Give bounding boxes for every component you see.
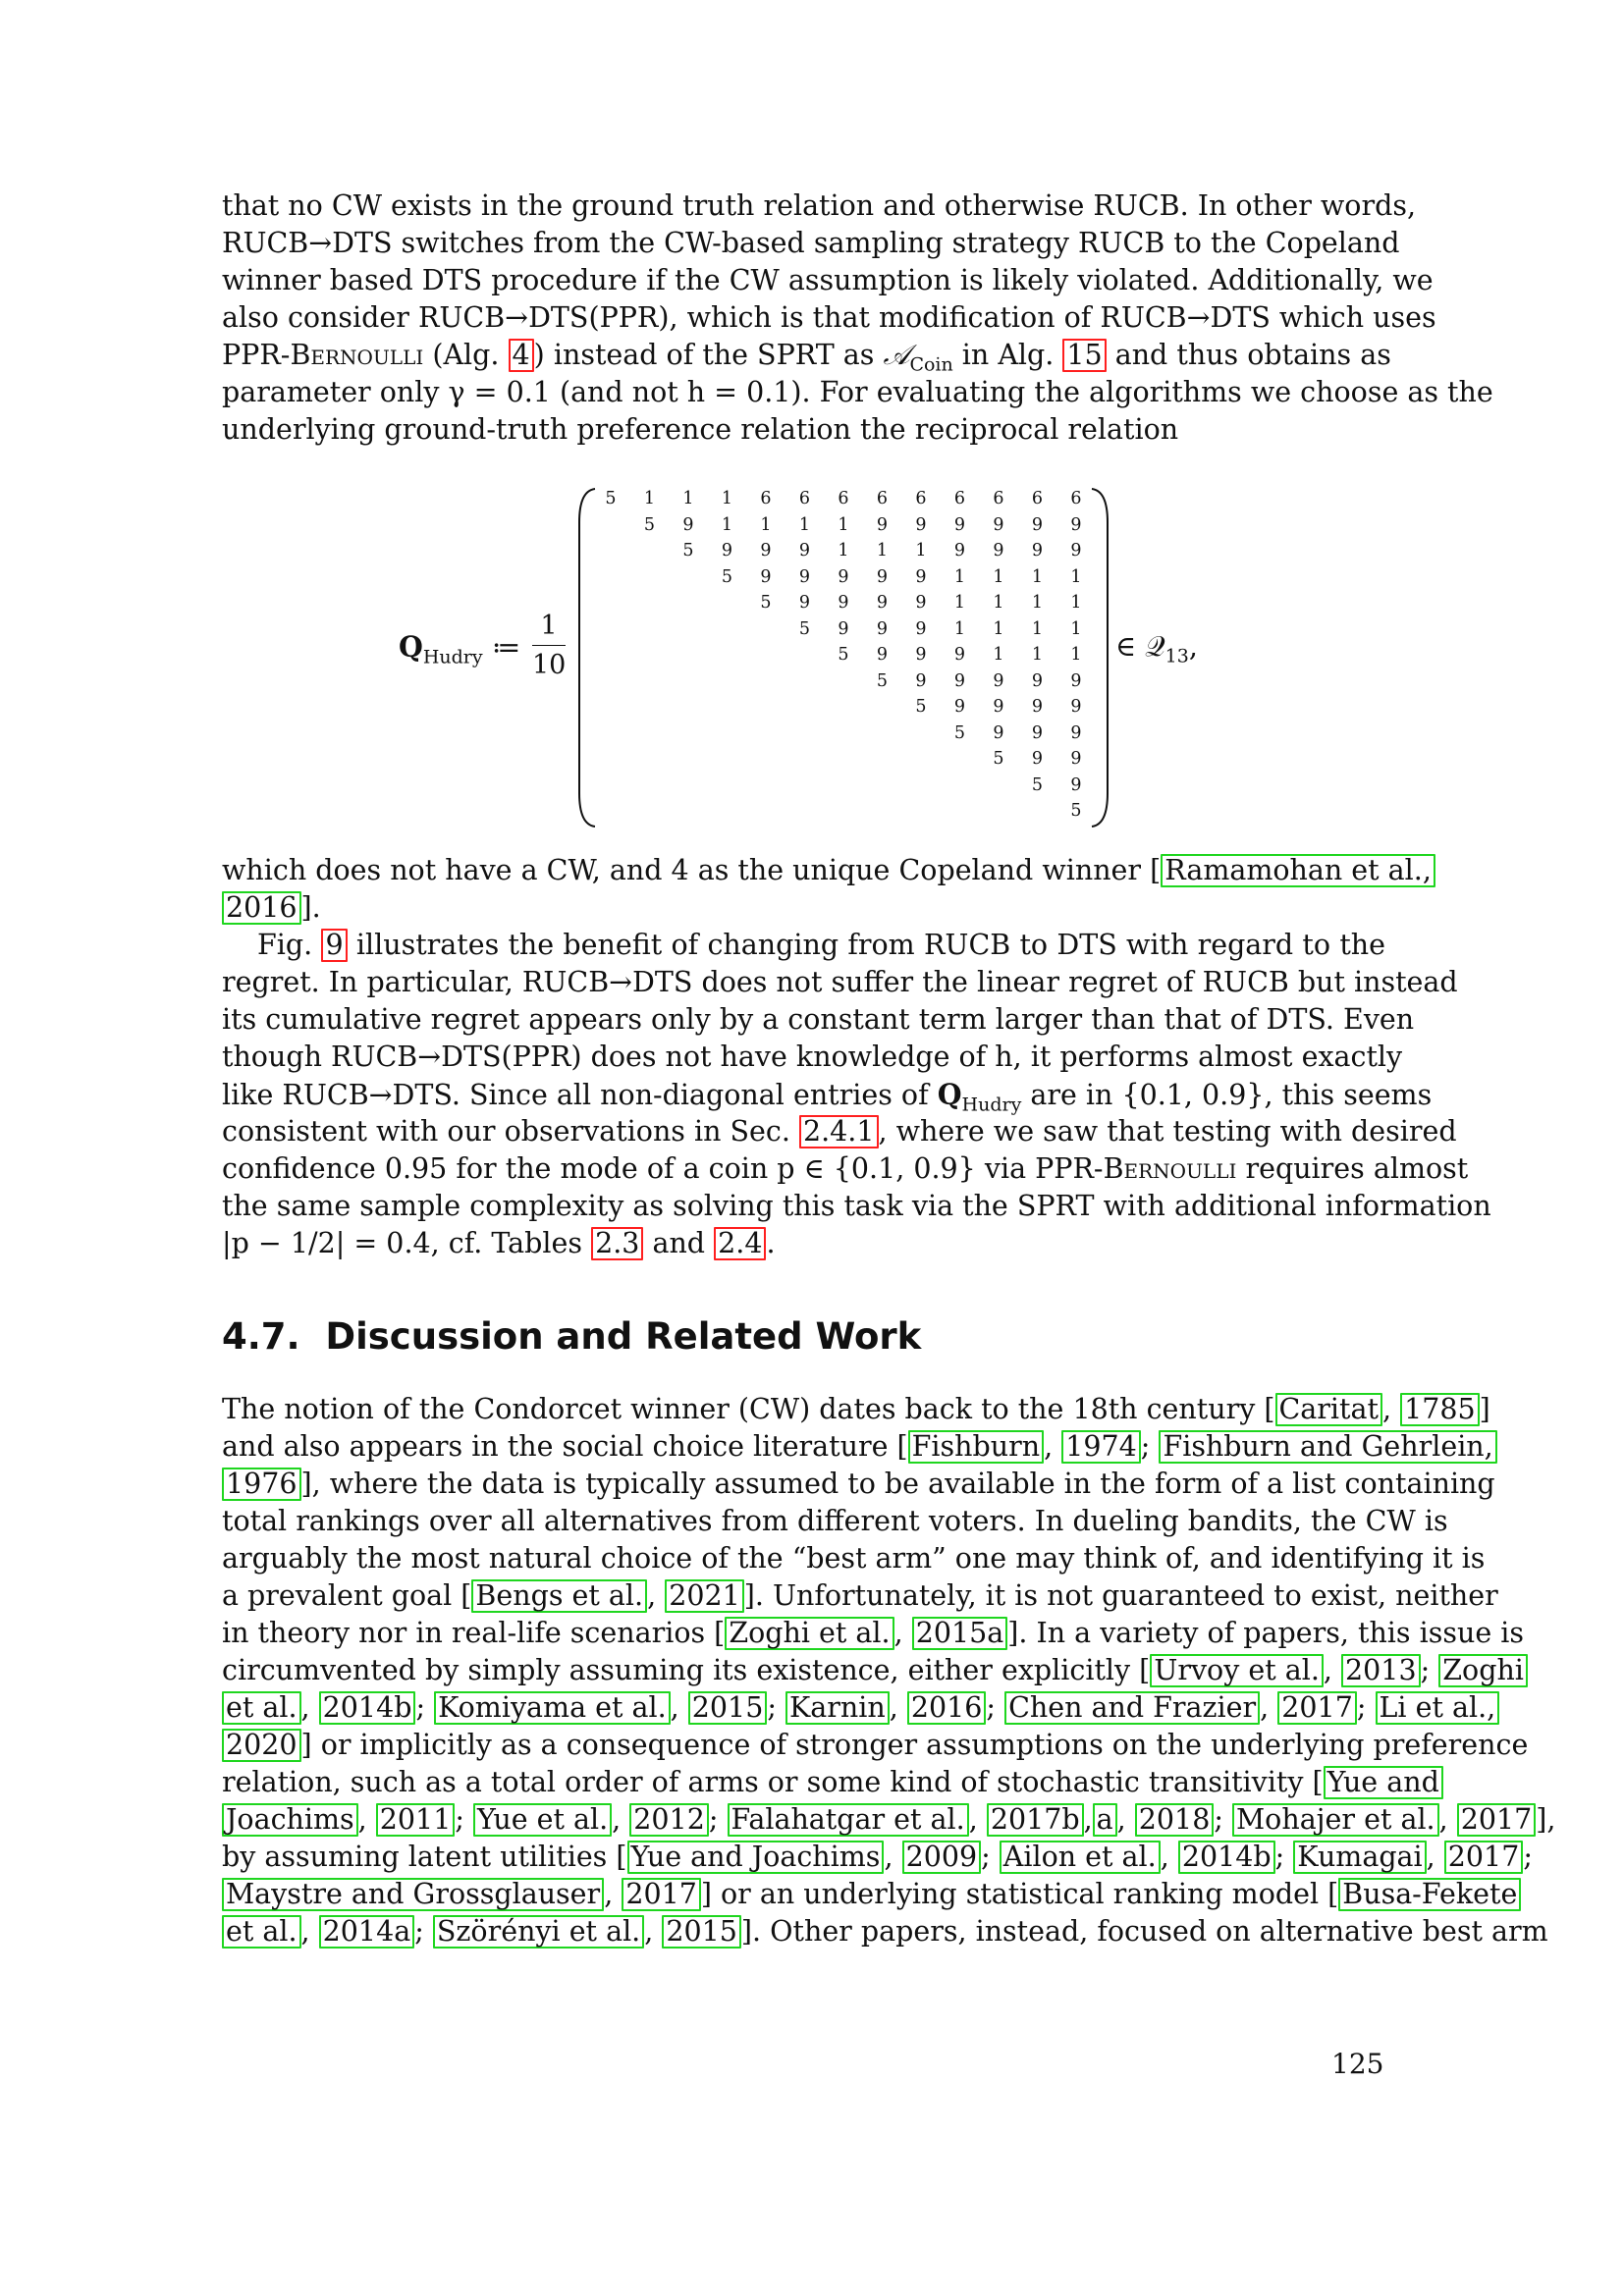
ppr-label: PPR- — [222, 339, 291, 371]
text-line: which does not have a CW, and 4 as the unique Copeland winner [ Ramamohan et al., — [222, 852, 1385, 889]
matrix-cell: 9 — [953, 645, 966, 665]
citation-link[interactable]: Falahatgar et al. — [728, 1803, 969, 1837]
table-link[interactable]: 2.3 — [591, 1227, 643, 1260]
figure-link[interactable]: 9 — [321, 929, 347, 962]
text-span: , — [612, 1803, 630, 1836]
matrix-cell: 1 — [993, 593, 1004, 613]
text-span: ]. — [300, 891, 321, 924]
matrix-brackets — [393, 483, 1218, 832]
text-span: , — [647, 1579, 666, 1612]
text-line: parameter only γ = 0.1 (and not h = 0.1). For evaluating the algorithms we choose as the — [222, 376, 1493, 408]
text-line: RUCB→DTS switches from the CW-based sampling strategy RUCB to the Copeland — [222, 227, 1400, 259]
text-span: . — [766, 1227, 776, 1259]
citation-link[interactable]: Kumagai — [1293, 1841, 1426, 1874]
text-line — [222, 1076, 1433, 1116]
citation-link[interactable]: 1976 — [222, 1468, 301, 1501]
membership-symbol: ∈ 𝒬 — [1115, 630, 1165, 663]
citation-link[interactable]: 2017 — [1277, 1691, 1357, 1725]
text-span: and also appears in the social choice literature [ — [222, 1430, 908, 1463]
membership-expression — [1115, 630, 1198, 667]
paragraph-4 — [222, 1391, 1556, 1950]
matrix-cell: 1 — [643, 489, 656, 508]
matrix-cell: 9 — [1070, 749, 1082, 769]
section-heading — [222, 1315, 921, 1358]
matrix-subscript: Hudry — [961, 1094, 1022, 1116]
text-line: its cumulative regret appears only by a constant term larger than that of DTS. Even — [222, 1003, 1415, 1036]
text-span: in theory nor in real-life scenarios [ — [222, 1617, 726, 1649]
citation-link[interactable]: Chen and Frazier — [1004, 1691, 1260, 1725]
text-span: relation, such as a total order of arms or some kind of stochastic transitivity [ — [222, 1766, 1324, 1798]
bernoulli-label: Bernoulli — [1103, 1152, 1237, 1185]
text-span: ]. Unfortunately, it is not guaranteed to exist, neither — [743, 1579, 1498, 1612]
text-line — [222, 1391, 1490, 1428]
citation-link[interactable]: 2017 — [1444, 1841, 1524, 1874]
citation-link[interactable]: 2021 — [665, 1579, 744, 1613]
section-link[interactable]: 2.4.1 — [799, 1115, 879, 1148]
matrix-cell: 1 — [721, 489, 733, 508]
matrix-cell: 1 — [993, 618, 1004, 639]
algorithm-link[interactable]: 15 — [1062, 339, 1106, 372]
matrix-cell: 9 — [993, 541, 1004, 561]
matrix-cell: 9 — [1070, 514, 1082, 535]
matrix-cell: 9 — [682, 514, 694, 535]
text-line — [222, 1577, 1498, 1615]
text-span: which does not have a CW, and 4 as the unique Copeland winner — [222, 854, 1151, 886]
matrix-cell: 9 — [1070, 697, 1082, 717]
text-span: , — [1083, 1803, 1093, 1836]
text-line — [222, 1839, 1533, 1876]
matrix-cell: 9 — [993, 670, 1004, 691]
matrix-cell: 5 — [1031, 774, 1044, 795]
text-span: , — [1426, 1841, 1444, 1873]
matrix-cell: 1 — [682, 489, 694, 508]
text-line: underlying ground-truth preference relation the reciprocal relation — [222, 413, 1179, 446]
text-line — [222, 1615, 1524, 1652]
paragraph-3 — [222, 927, 1491, 1262]
text-span: and thus obtains as — [1106, 339, 1391, 371]
text-span: , — [1438, 1803, 1457, 1836]
text-span: ], — [1536, 1803, 1556, 1836]
citation-link[interactable]: 2016 — [907, 1691, 987, 1725]
citation-link[interactable]: Ramamohan et al., — [1161, 854, 1435, 887]
citation-link[interactable]: Busa-Fekete — [1338, 1878, 1521, 1911]
matrix-cell: 1 — [993, 566, 1004, 587]
text-line — [222, 1913, 1548, 1950]
matrix-cell: 1 — [876, 541, 889, 561]
matrix-subscript: Hudry — [422, 646, 483, 668]
text-span: ; — [1356, 1691, 1376, 1724]
matrix-cell: 5 — [838, 645, 849, 665]
section-title: Discussion and Related Work — [325, 1315, 922, 1358]
text-span: , — [1381, 1393, 1401, 1425]
citation-link[interactable]: 2015a — [912, 1617, 1008, 1650]
text-span: The notion of the Condorcet winner (CW) dates back to the 18th century [ — [222, 1393, 1275, 1425]
citation-link[interactable]: Szörényi et al. — [433, 1915, 644, 1949]
citation-link[interactable]: Yue et al. — [473, 1803, 612, 1837]
matrix-cell: 9 — [876, 514, 889, 535]
matrix-letter: Q — [399, 630, 423, 664]
text-span: , — [357, 1803, 376, 1836]
matrix-cell: 9 — [1031, 670, 1044, 691]
text-span: a prevalent goal [ — [222, 1579, 472, 1612]
text-span: ; — [767, 1691, 785, 1724]
matrix-cell: 9 — [915, 645, 927, 665]
matrix-cell: 9 — [915, 618, 927, 639]
text-span: ; — [1523, 1841, 1533, 1873]
matrix-cell: 1 — [760, 514, 772, 535]
text-span: by assuming latent utilities [ — [222, 1841, 627, 1873]
matrix-cell: 6 — [915, 489, 927, 508]
matrix-cell: 9 — [721, 541, 733, 561]
matrix-cell: 9 — [915, 593, 927, 613]
math-symbol: 𝒜 — [883, 339, 910, 371]
matrix-cell: 6 — [1031, 489, 1044, 508]
matrix-cell: 5 — [915, 697, 927, 717]
text-span: Fig. — [257, 929, 322, 961]
matrix-cell: 9 — [876, 645, 889, 665]
fraction-denominator: 10 — [532, 650, 567, 680]
text-line — [222, 1652, 1524, 1689]
text-line — [222, 1764, 1439, 1801]
matrix-cell: 9 — [798, 566, 811, 587]
text-line — [222, 889, 1385, 927]
text-span: ; — [415, 1691, 435, 1724]
matrix-cell: 1 — [1031, 618, 1044, 639]
text-line — [222, 1876, 1518, 1913]
matrix-cell: 9 — [838, 566, 849, 587]
matrix-cell: 9 — [876, 566, 889, 587]
citation-link[interactable]: 2011 — [376, 1803, 456, 1837]
text-span: , — [1260, 1691, 1278, 1724]
citation-link[interactable]: 2017 — [622, 1878, 701, 1911]
matrix-cell: 1 — [1031, 566, 1044, 587]
matrix-cell: 6 — [993, 489, 1004, 508]
citation-link[interactable]: Fishburn — [908, 1430, 1044, 1464]
text-span: ] or implicitly as a consequence of stronger assumptions on the underlying preference — [300, 1729, 1529, 1761]
fraction-numerator: 1 — [540, 611, 558, 641]
citation-link[interactable]: 2014a — [319, 1915, 415, 1949]
matrix-cell: 9 — [953, 514, 966, 535]
matrix-cell: 1 — [721, 514, 733, 535]
text-line — [222, 1689, 1496, 1727]
citation-link[interactable]: Karnin — [785, 1691, 890, 1725]
text-span: ; — [986, 1691, 1005, 1724]
text-span: in Alg. — [952, 339, 1063, 371]
citation-link[interactable]: Caritat — [1275, 1393, 1382, 1426]
text-line: that no CW exists in the ground truth relation and otherwise RUCB. In other words, — [222, 189, 1417, 222]
matrix-cell: 1 — [838, 541, 849, 561]
matrix-cell: 5 — [993, 749, 1004, 769]
matrix-cell: 1 — [953, 566, 966, 587]
citation-link[interactable]: Urvoy et al. — [1150, 1654, 1324, 1687]
citation-link[interactable]: 2017b — [987, 1803, 1084, 1837]
matrix-symbol: Q — [937, 1078, 962, 1111]
citation-link[interactable]: a — [1093, 1803, 1117, 1837]
math-subscript: Coin — [909, 353, 953, 376]
text-line: total rankings over all alternatives from different voters. In dueling bandits, the CW is — [222, 1505, 1448, 1537]
text-line: arguably the most natural choice of the “best arm” one may think of, and identifying it is — [222, 1542, 1486, 1575]
matrix-cell: 1 — [838, 514, 849, 535]
paragraph-1 — [222, 187, 1493, 449]
text-span: ; — [1140, 1430, 1160, 1463]
text-span: ; — [981, 1841, 1000, 1873]
text-span: , — [889, 1691, 907, 1724]
matrix-cell: 5 — [721, 566, 733, 587]
matrix-cell: 5 — [605, 489, 617, 508]
matrix-cell: 6 — [1070, 489, 1082, 508]
text-line: the same sample complexity as solving this task via the SPRT with additional information — [222, 1190, 1491, 1222]
text-span: ]. Other papers, instead, focused on alternative best arm — [740, 1915, 1548, 1948]
citation-link[interactable]: Bengs et al. — [471, 1579, 647, 1613]
text-span: consistent with our observations in Sec. — [222, 1115, 799, 1148]
text-span: ) instead of the SPRT as — [533, 339, 884, 371]
matrix-cell: 9 — [798, 541, 811, 561]
matrix-cell: 1 — [1031, 645, 1044, 665]
matrix-cell: 1 — [915, 541, 927, 561]
text-span: , — [1160, 1841, 1178, 1873]
bernoulli-label: Bernoulli — [290, 339, 424, 371]
matrix-cell: 9 — [915, 514, 927, 535]
matrix-cell: 9 — [1070, 722, 1082, 743]
matrix-cell: 1 — [798, 514, 811, 535]
matrix-cell: 1 — [953, 593, 966, 613]
citation-link[interactable]: 2013 — [1341, 1654, 1421, 1687]
text-line: also consider RUCB→DTS(PPR), which is that modification of RUCB→DTS which uses — [222, 301, 1436, 334]
text-span: (Alg. — [423, 339, 509, 371]
matrix-cell: 1 — [1070, 566, 1082, 587]
text-span: ; — [455, 1803, 473, 1836]
citation-link[interactable]: et al. — [222, 1691, 301, 1725]
text-span: illustrates the benefit of changing from RUCB to DTS with regard to the — [347, 929, 1385, 961]
citation-link[interactable]: Yue and — [1324, 1766, 1443, 1799]
text-line — [222, 1150, 1469, 1188]
matrix-cell: 9 — [876, 618, 889, 639]
citation-link[interactable]: Maystre and Grossglauser — [222, 1878, 604, 1911]
text-line — [222, 1225, 1385, 1262]
matrix-cell: 9 — [1031, 697, 1044, 717]
text-span: , — [300, 1915, 319, 1948]
matrix-cell: 1 — [953, 618, 966, 639]
table-link[interactable]: 2.4 — [714, 1227, 766, 1260]
text-span: |p − 1/2| = 0.4, cf. Tables — [222, 1227, 592, 1259]
matrix-cell: 9 — [760, 566, 772, 587]
text-span: , — [1116, 1803, 1135, 1836]
matrix-cell: 9 — [953, 697, 966, 717]
text-span: ; — [414, 1915, 433, 1948]
assign-symbol: ≔ — [491, 631, 521, 664]
text-span: confidence 0.95 for the mode of a coin p ∈ {0.1, 0.9} via — [222, 1152, 1036, 1185]
text-span: , — [1323, 1654, 1342, 1686]
ppr-label: PPR- — [1035, 1152, 1104, 1185]
citation-link[interactable]: 2016 — [222, 891, 301, 925]
text-span: , — [884, 1841, 902, 1873]
text-span: , — [300, 1691, 319, 1724]
matrix-cell: 9 — [953, 541, 966, 561]
matrix-cell: 9 — [1070, 670, 1082, 691]
left-paren — [579, 489, 595, 827]
matrix-cell: 6 — [953, 489, 966, 508]
text-span: ; — [1214, 1803, 1232, 1836]
citation-link[interactable]: 2015 — [688, 1691, 768, 1725]
matrix-cell: 5 — [798, 618, 811, 639]
text-span: , — [968, 1803, 987, 1836]
matrix-cell: 1 — [1070, 593, 1082, 613]
matrix-cell: 9 — [1031, 722, 1044, 743]
citation-link[interactable]: 2009 — [902, 1841, 982, 1874]
matrix-equation — [393, 483, 1218, 832]
matrix-cell: 9 — [838, 618, 849, 639]
matrix-cell: 1 — [993, 645, 1004, 665]
matrix-cell: 6 — [838, 489, 849, 508]
matrix-cell: 9 — [993, 514, 1004, 535]
matrix-cell: 9 — [953, 670, 966, 691]
citation-link[interactable]: Zoghi — [1438, 1654, 1528, 1687]
text-span: are in {0.1, 0.9}, this seems — [1021, 1079, 1433, 1111]
citation-link[interactable]: Fishburn and Gehrlein, — [1159, 1430, 1496, 1464]
algorithm-link[interactable]: 4 — [509, 339, 534, 372]
matrix-cell: 9 — [1031, 541, 1044, 561]
citation-link[interactable]: 2014b — [1178, 1841, 1275, 1874]
matrix-cell: 1 — [1070, 618, 1082, 639]
text-span: like RUCB→DTS. Since all non-diagonal entries of — [222, 1079, 938, 1111]
text-span: , — [604, 1878, 623, 1910]
matrix-cell: 9 — [993, 697, 1004, 717]
matrix-cell: 5 — [876, 670, 889, 691]
citation-link[interactable]: 1974 — [1061, 1430, 1141, 1464]
section-number: 4.7. — [222, 1315, 300, 1358]
text-span: and — [643, 1227, 715, 1259]
matrix-cell: 9 — [876, 593, 889, 613]
text-span: ] — [1479, 1393, 1490, 1425]
text-line — [222, 927, 1385, 964]
text-line — [222, 1113, 1457, 1150]
text-line: winner based DTS procedure if the CW assumption is likely violated. Additionally, we — [222, 264, 1434, 296]
matrix-cell: 6 — [798, 489, 811, 508]
citation-link[interactable]: 2017 — [1457, 1803, 1537, 1837]
citation-link[interactable]: Zoghi et al. — [725, 1617, 893, 1650]
matrix-cell: 1 — [1031, 593, 1044, 613]
trailing-comma: , — [1188, 630, 1198, 663]
matrix-cell: 9 — [1031, 514, 1044, 535]
matrix-cell: 9 — [915, 566, 927, 587]
membership-subscript: 13 — [1164, 645, 1189, 667]
citation-link[interactable]: 2014b — [319, 1691, 416, 1725]
text-span: requires almost — [1236, 1152, 1469, 1185]
matrix-cell: 5 — [760, 593, 772, 613]
matrix-cell: 5 — [953, 722, 966, 743]
text-span: , where we saw that testing with desired — [878, 1115, 1457, 1148]
text-span: ; — [1274, 1841, 1294, 1873]
citation-link[interactable]: et al. — [222, 1915, 301, 1949]
text-span: ] or an underlying statistical ranking model [ — [700, 1878, 1339, 1910]
text-line — [222, 337, 1391, 376]
citation-link[interactable]: 2020 — [222, 1729, 301, 1762]
matrix-cell: 5 — [682, 541, 694, 561]
text-line — [222, 1801, 1556, 1839]
text-span: circumvented by simply assuming its existence, either explicitly [ — [222, 1654, 1151, 1686]
matrix-cell: 1 — [1070, 645, 1082, 665]
text-line: though RUCB→DTS(PPR) does not have knowledge of h, it performs almost exactly — [222, 1041, 1403, 1073]
citation-link[interactable]: Ailon et al. — [1000, 1841, 1161, 1874]
text-span: ], where the data is typically assumed to be available in the form of a list containing — [300, 1468, 1495, 1500]
matrix-cell: 9 — [1031, 749, 1044, 769]
citation-link[interactable]: Mohajer et al. — [1232, 1803, 1439, 1837]
matrix-cell: 9 — [1070, 541, 1082, 561]
text-span: ; — [708, 1803, 728, 1836]
text-line — [222, 1466, 1495, 1503]
matrix-cell: 9 — [798, 593, 811, 613]
matrix-cell: 9 — [760, 541, 772, 561]
matrix-cell: 9 — [838, 593, 849, 613]
text-span: , — [893, 1617, 912, 1649]
citation-link[interactable]: 1785 — [1400, 1393, 1480, 1426]
matrix-cell: 5 — [643, 514, 656, 535]
citation-link[interactable]: Yue and Joachims — [627, 1841, 885, 1874]
text-line: regret. In particular, RUCB→DTS does not suffer the linear regret of RUCB but instead — [222, 966, 1458, 998]
paragraph-2 — [222, 852, 1432, 927]
matrix-cell: 5 — [1070, 801, 1082, 821]
text-line — [222, 1428, 1493, 1466]
citation-link[interactable]: Joachims — [222, 1803, 358, 1837]
citation-link[interactable]: 2015 — [662, 1915, 741, 1949]
text-span: ]. In a variety of papers, this issue is — [1007, 1617, 1524, 1649]
matrix-cell: 6 — [876, 489, 889, 508]
citation-link[interactable]: Komiyama et al. — [434, 1691, 671, 1725]
matrix-cell: 6 — [760, 489, 772, 508]
citation-link[interactable]: Li et al., — [1376, 1691, 1500, 1725]
citation-link[interactable]: 2018 — [1135, 1803, 1215, 1837]
text-span: , — [670, 1691, 688, 1724]
matrix-cell: 9 — [993, 722, 1004, 743]
page-number: 125 — [1331, 2048, 1384, 2080]
right-paren — [1092, 489, 1108, 827]
matrix-cell: 9 — [915, 670, 927, 691]
citation-link[interactable]: 2012 — [629, 1803, 709, 1837]
text-span: ; — [1420, 1654, 1439, 1686]
matrix-cell: 9 — [1070, 774, 1082, 795]
text-line — [222, 1727, 1529, 1764]
text-span: , — [644, 1915, 663, 1948]
text-span: , — [1044, 1430, 1062, 1463]
